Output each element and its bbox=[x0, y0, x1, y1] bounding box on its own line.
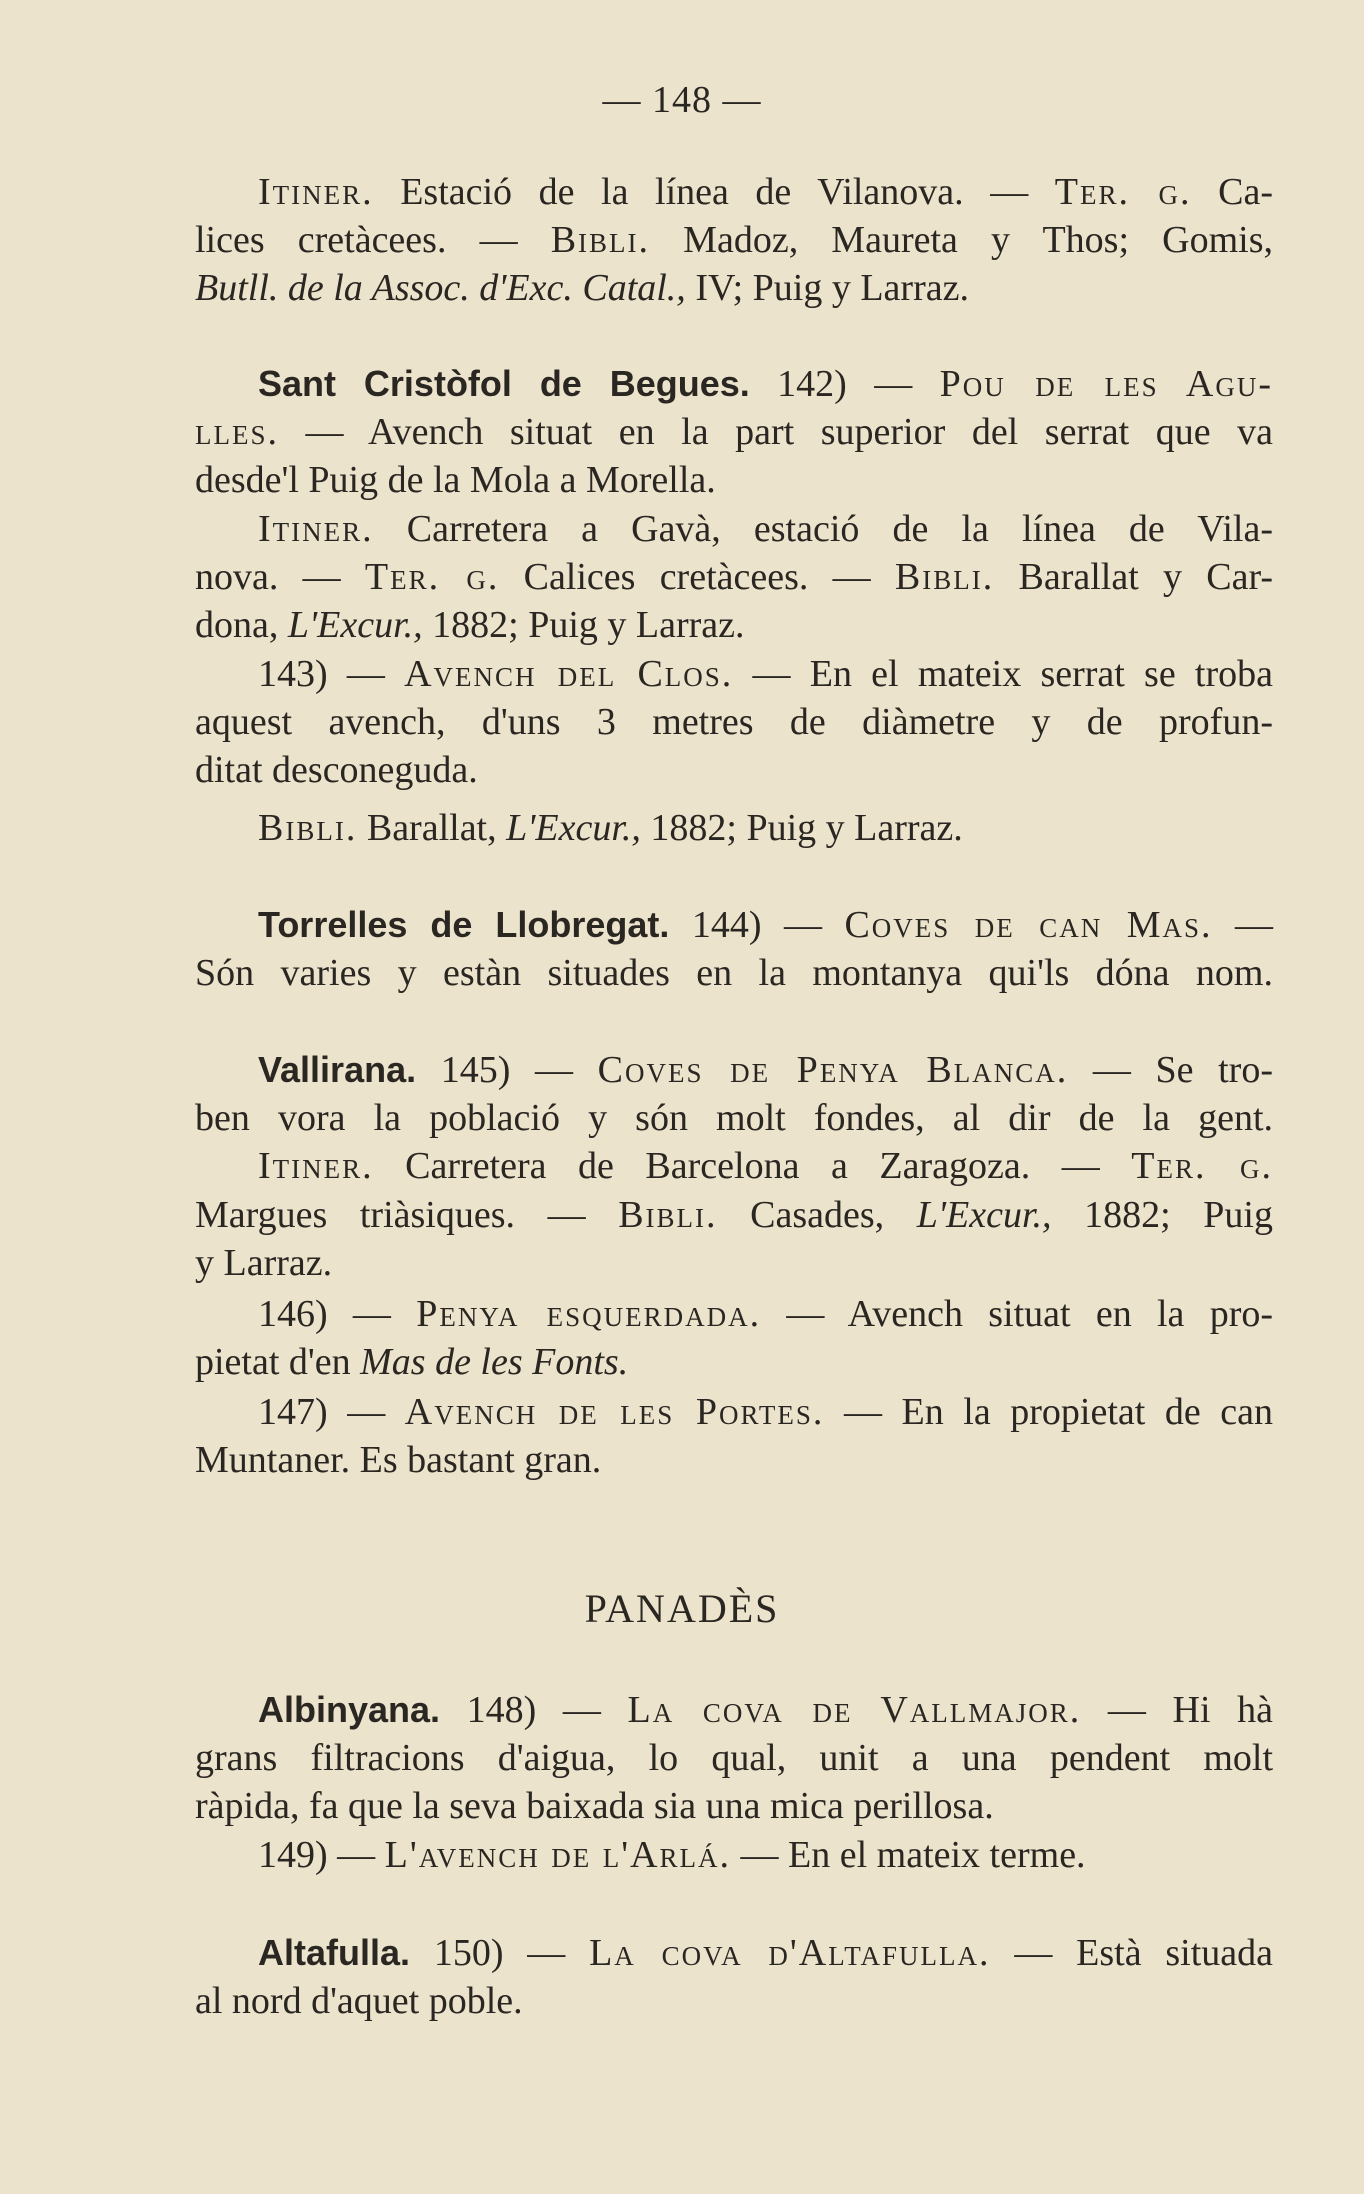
small-caps-text: Coves de Penya Blanca. bbox=[597, 1049, 1069, 1091]
text-line bbox=[195, 264, 1273, 312]
text-line bbox=[195, 456, 1273, 504]
text-line bbox=[195, 1094, 1273, 1142]
small-caps-text: L'avench de l'Arlá. bbox=[384, 1834, 732, 1876]
text-run: Estació de la línea de Vilanova. — bbox=[373, 171, 1055, 213]
text-line bbox=[258, 360, 1273, 408]
text-run: 149) — bbox=[258, 1834, 385, 1876]
small-caps-text: Bibli. bbox=[618, 1194, 718, 1236]
small-caps-text: Itiner. bbox=[258, 171, 374, 213]
text-run: Casades, bbox=[717, 1194, 917, 1236]
text-run: lices cretàcees. — bbox=[195, 219, 551, 261]
text-run: — En el mateix terme. bbox=[731, 1834, 1086, 1876]
text-run: Carretera de Barcelona a Zaragoza. — bbox=[373, 1145, 1132, 1187]
text-run: 143) — bbox=[258, 653, 405, 695]
text-line bbox=[258, 1290, 1273, 1338]
small-caps-text: Penya esquerdada. bbox=[416, 1293, 762, 1335]
text-run: 146) — bbox=[258, 1293, 417, 1335]
text-line bbox=[195, 1239, 1273, 1287]
small-caps-text: Itiner. bbox=[258, 1145, 374, 1187]
text-run: Madoz, Maureta y Thos; Gomis, bbox=[650, 219, 1273, 261]
text-line bbox=[195, 601, 1273, 649]
text-run: — En el mateix serrat se troba bbox=[733, 653, 1273, 695]
text-run: y Larraz. bbox=[195, 1242, 333, 1284]
small-caps-text: Pou de les Agu- bbox=[939, 363, 1273, 405]
text-line bbox=[195, 698, 1273, 746]
text-run: Calices cretàcees. — bbox=[499, 556, 895, 598]
text-run: Són varies y estàn situades en la montanya qui'ls dóna nom. bbox=[195, 952, 1273, 994]
text-run: — Està situada bbox=[990, 1932, 1274, 1974]
text-run: 145) — bbox=[416, 1049, 598, 1091]
italic-text: L'Excur., bbox=[916, 1194, 1052, 1236]
text-line bbox=[195, 1191, 1273, 1239]
text-run: — Avench situat en la part superior del serrat que va bbox=[279, 411, 1273, 453]
text-line bbox=[195, 553, 1273, 601]
text-run: — bbox=[1212, 904, 1274, 946]
text-run: 147) — bbox=[258, 1391, 405, 1433]
small-caps-text: Itiner. bbox=[258, 508, 374, 550]
text-run: Carretera a Gavà, estació de la línea de Vila- bbox=[373, 508, 1273, 550]
text-run: — En la propietat de can bbox=[824, 1391, 1274, 1433]
small-caps-text: Bibli. bbox=[258, 807, 358, 849]
text-run: 1882; Puig bbox=[1051, 1194, 1273, 1236]
text-line bbox=[258, 505, 1273, 553]
place-name: Sant Cristòfol de Begues. bbox=[258, 363, 750, 404]
text-line bbox=[258, 168, 1273, 216]
text-line bbox=[258, 1046, 1273, 1094]
page-number: — 148 — bbox=[602, 79, 762, 121]
text-line bbox=[195, 1436, 1273, 1484]
text-run: 142) — bbox=[749, 363, 940, 405]
text-line bbox=[195, 1977, 1273, 2025]
text-line bbox=[258, 1142, 1273, 1190]
small-caps-text: Ter. g. bbox=[364, 556, 500, 598]
text-line bbox=[258, 1831, 1273, 1879]
text-run: 148) — bbox=[440, 1689, 628, 1731]
text-line bbox=[258, 804, 1273, 852]
place-name: Torrelles de Llobregat. bbox=[258, 904, 670, 945]
small-caps-text: Bibli. bbox=[894, 556, 995, 598]
italic-text: Mas de les Fonts. bbox=[360, 1341, 629, 1383]
text-run: — Avench situat en la pro- bbox=[761, 1293, 1274, 1335]
small-caps-text: Ter. g. bbox=[1131, 1145, 1273, 1187]
place-name: Albinyana. bbox=[258, 1689, 441, 1730]
italic-text: L'Excur., bbox=[506, 807, 641, 849]
text-run: Barallat y Car- bbox=[994, 556, 1274, 598]
small-caps-text: Bibli. bbox=[550, 219, 651, 261]
text-line bbox=[258, 1686, 1273, 1734]
italic-text: L'Excur., bbox=[287, 604, 423, 646]
small-caps-text: Ter. g. bbox=[1054, 171, 1192, 213]
text-run: — Hi hà bbox=[1081, 1689, 1273, 1731]
place-name: Vallirana. bbox=[258, 1049, 417, 1090]
text-line bbox=[195, 408, 1273, 456]
text-line bbox=[258, 1929, 1273, 1977]
section-heading: PANADÈS bbox=[584, 1586, 780, 1631]
text-run: aquest avench, d'uns 3 metres de diàmetre y de profun- bbox=[195, 701, 1273, 743]
text-line bbox=[258, 1388, 1273, 1436]
text-run: — Se tro- bbox=[1068, 1049, 1273, 1091]
text-run: grans filtracions d'aigua, lo qual, unit a una pendent molt bbox=[195, 1737, 1273, 1779]
italic-text: Butll. de la Assoc. d'Exc. Catal., bbox=[195, 267, 686, 309]
small-caps-text: Coves de can Mas. bbox=[844, 904, 1213, 946]
small-caps-text: La cova d'Altafulla. bbox=[589, 1932, 991, 1974]
text-run: 144) — bbox=[669, 904, 845, 946]
text-line bbox=[195, 1338, 1273, 1386]
text-line bbox=[195, 1734, 1273, 1782]
text-line bbox=[195, 746, 1273, 794]
text-run: IV; Puig y Larraz. bbox=[685, 267, 969, 309]
text-run: Muntaner. Es bastant gran. bbox=[195, 1439, 602, 1481]
text-line bbox=[195, 949, 1273, 997]
text-run: pietat d'en bbox=[195, 1341, 361, 1383]
small-caps-text: Avench de les Portes. bbox=[404, 1391, 825, 1433]
text-run: Margues triàsiques. — bbox=[195, 1194, 619, 1236]
small-caps-text: La cova de Vallmajor. bbox=[627, 1689, 1082, 1731]
text-run: Barallat, bbox=[357, 807, 507, 849]
text-run: ditat desconeguda. bbox=[195, 749, 478, 791]
place-name: Altafulla. bbox=[258, 1932, 411, 1973]
small-caps-text: Avench del Clos. bbox=[404, 653, 734, 695]
text-run: desde'l Puig de la Mola a Morella. bbox=[195, 459, 716, 501]
small-caps-text: lles. bbox=[195, 411, 279, 453]
text-run: ben vora la població y són molt fondes, al dir de la gent. bbox=[195, 1097, 1273, 1139]
text-run: nova. — bbox=[195, 556, 365, 598]
text-run: al nord d'aquet poble. bbox=[195, 1980, 523, 2022]
text-run: Ca- bbox=[1191, 171, 1273, 213]
text-run: dona, bbox=[195, 604, 288, 646]
text-line bbox=[195, 216, 1273, 264]
text-run: ràpida, fa que la seva baixada sia una mica perillosa. bbox=[195, 1785, 994, 1827]
text-line bbox=[195, 1782, 1273, 1830]
text-run: 150) — bbox=[410, 1932, 590, 1974]
text-line bbox=[258, 650, 1273, 698]
text-run: 1882; Puig y Larraz. bbox=[422, 604, 745, 646]
text-run: 1882; Puig y Larraz. bbox=[640, 807, 963, 849]
text-line bbox=[258, 901, 1273, 949]
